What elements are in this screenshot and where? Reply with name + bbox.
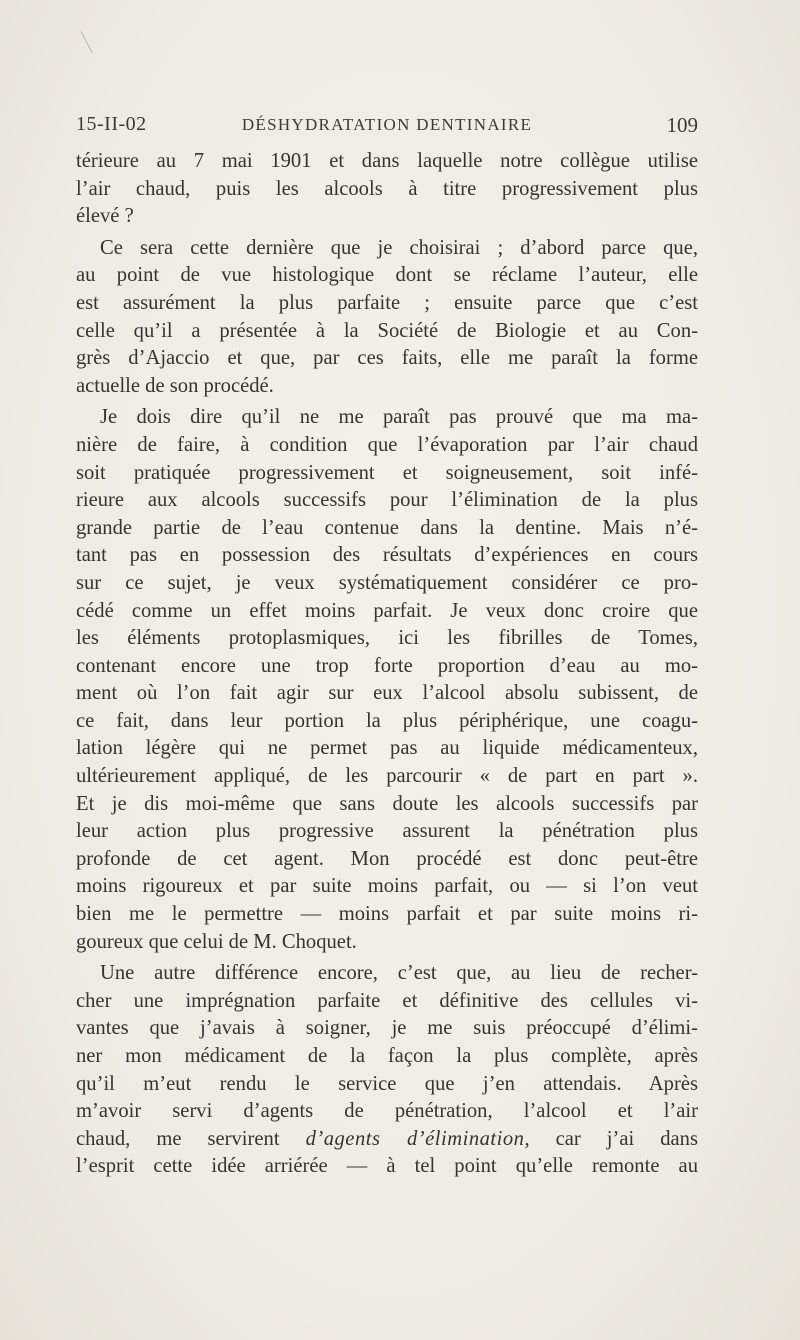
header-title: DÉSHYDRATATION DENTINAIRE: [241, 115, 533, 134]
text-line: térieure au 7 mai 1901 et dans laquelle notre collègue utilise: [76, 150, 698, 172]
text-line: est assurément la plus parfaite ; ensuite parce que c’est: [76, 291, 698, 314]
body-text: [76, 148, 698, 1181]
text-line: sur ce sujet, je veux systématiquement considérer ce pro-: [76, 571, 698, 594]
text-line: moins rigoureux et par suite moins parfait, ou — si l’on veut: [76, 875, 698, 898]
text-line: grès d’Ajaccio et que, par ces faits, elle me paraît la forme: [76, 347, 698, 370]
text-line: Et je dis moi-même que sans doute les alcools successifs par: [76, 792, 698, 815]
text-line: ultérieurement appliqué, de les parcourir « de part en part ».: [76, 765, 698, 788]
emphasis-text: d’agents d’élimination: [305, 1127, 525, 1150]
text-line: au point de vue histologique dont se réclame l’auteur, elle: [76, 264, 698, 287]
paragraph: [76, 148, 698, 231]
text-line: vantes que j’avais à soigner, je me suis préoccupé d’élimi-: [76, 1017, 698, 1040]
text-line: Je dois dire qu’il ne me paraît pas prouvé que ma ma-: [100, 406, 698, 429]
text-line: l’air chaud, puis les alcools à titre progressivement plus: [76, 177, 698, 200]
text-line: lation légère qui ne permet pas au liquide médicamenteux,: [76, 737, 698, 760]
pencil-mark: [80, 31, 92, 53]
text-line: rieure aux alcools successifs pour l’élimination de la plus: [76, 489, 698, 512]
text-line: qu’il m’eut rendu le service que j’en attendais. Après: [76, 1072, 698, 1095]
text-line: tant pas en possession des résultats d’expériences en cours: [76, 544, 698, 567]
text-line: les éléments protoplasmiques, ici les fibrilles de Tomes,: [76, 627, 698, 650]
text-line: ment où l’on fait agir sur eux l’alcool absolu subissent, de: [76, 682, 698, 705]
text-run: chaud, me servirent: [76, 1127, 306, 1150]
text-line: celle qu’il a présentée à la Société de Biologie et au Con-: [76, 319, 698, 342]
paragraph: [76, 235, 698, 401]
text-line: goureux que celui de M. Choquet.: [76, 930, 357, 953]
text-line: Une autre différence encore, c’est que, au lieu de recher-: [100, 962, 698, 985]
text-line: ce fait, dans leur portion la plus périphérique, une coagu-: [76, 709, 698, 732]
text-line: grande partie de l’eau contenue dans la dentine. Mais n’é-: [76, 516, 698, 539]
text-line: l’esprit cette idée arriérée — à tel point qu’elle remonte au: [76, 1155, 698, 1178]
text-line: soit pratiquée progressivement et soigneusement, soit infé-: [76, 461, 698, 484]
text-line: bien me le permettre — moins parfait et par suite moins ri-: [76, 903, 698, 926]
text-line: nière de faire, à condition que l’évaporation par l’air chaud: [76, 433, 698, 456]
text-line-with-emphasis: [76, 1126, 698, 1154]
text-line: cédé comme un effet moins parfait. Je veux donc croire que: [76, 599, 698, 622]
paragraph: [76, 960, 698, 1181]
text-line: actuelle de son procédé.: [76, 374, 274, 397]
text-line: élevé ?: [76, 205, 134, 228]
text-line: profonde de cet agent. Mon procédé est donc peut-être: [76, 847, 698, 870]
text-line: Ce sera cette dernière que je choisirai ; d’abord parce que,: [100, 236, 698, 259]
running-header: [76, 113, 698, 141]
text-run: , car j’ai dans: [524, 1127, 698, 1150]
text-line: contenant encore une trop forte proportion d’eau au mo-: [76, 654, 698, 677]
page-number: 109: [666, 113, 698, 137]
paragraph: [76, 404, 698, 956]
text-line: cher une imprégnation parfaite et définitive des cellules vi-: [76, 989, 698, 1012]
text-line: m’avoir servi d’agents de pénétration, l’alcool et l’air: [76, 1100, 698, 1123]
text-line: leur action plus progressive assurent la pénétration plus: [76, 820, 698, 843]
text-line: ner mon médicament de la façon la plus complète, après: [76, 1045, 698, 1067]
header-date: 15-II-02: [76, 113, 147, 135]
